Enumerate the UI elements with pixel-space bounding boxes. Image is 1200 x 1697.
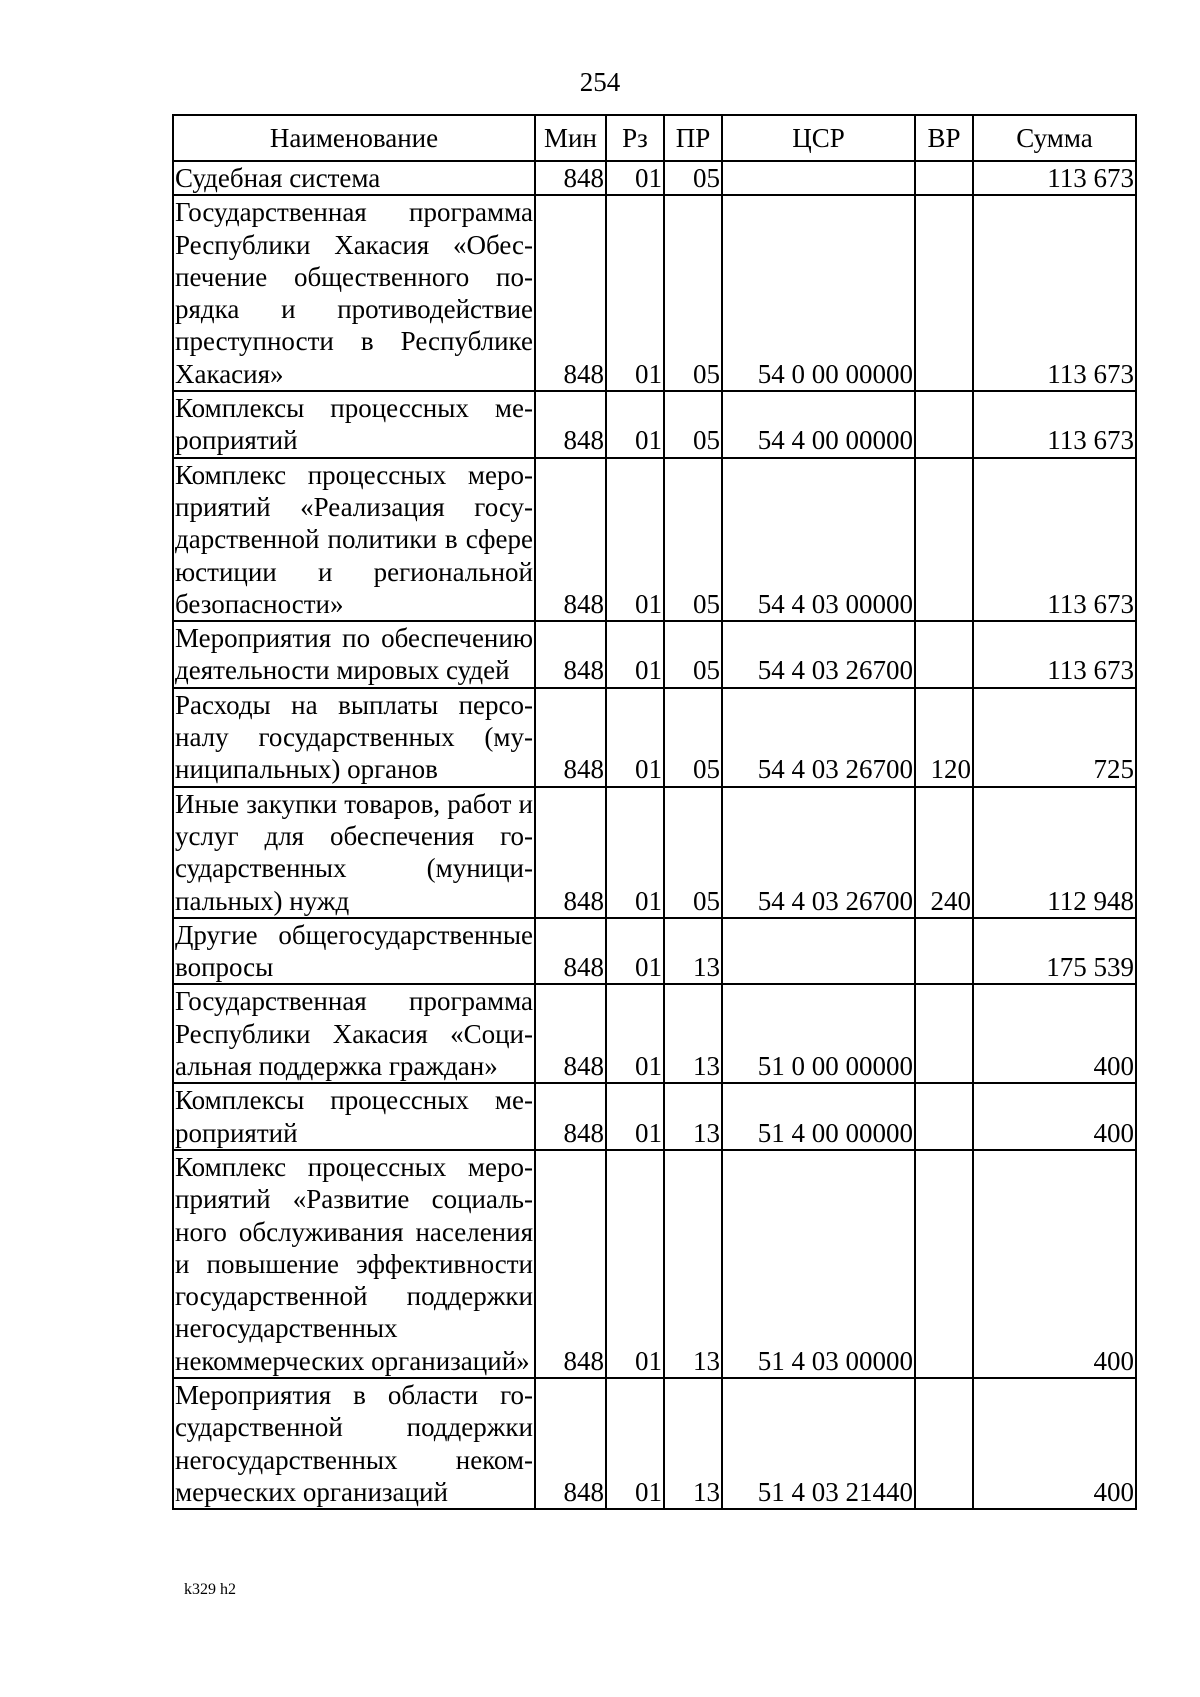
row-sum: 400: [973, 984, 1136, 1083]
table-header-row: [173, 115, 1136, 161]
row-csr: 54 4 03 00000: [722, 458, 915, 621]
row-pr: 05: [664, 458, 722, 621]
table-row: [173, 161, 1136, 195]
row-vr: [915, 1150, 973, 1378]
table-row: [173, 918, 1136, 985]
table-row: [173, 391, 1136, 458]
row-csr: 54 4 00 00000: [722, 391, 915, 458]
row-vr: 240: [915, 787, 973, 918]
row-csr: 54 4 03 26700: [722, 787, 915, 918]
table-row: [173, 621, 1136, 688]
row-pr: 05: [664, 391, 722, 458]
table-row: [173, 787, 1136, 918]
row-pr: 05: [664, 787, 722, 918]
row-sum: 725: [973, 688, 1136, 787]
row-vr: [915, 621, 973, 688]
row-rz: 01: [606, 918, 664, 985]
row-csr: 54 4 03 26700: [722, 688, 915, 787]
row-pr: 13: [664, 984, 722, 1083]
header-min: Мин: [535, 115, 606, 161]
row-pr: 13: [664, 918, 722, 985]
table-row: [173, 1150, 1136, 1378]
row-csr: 54 0 00 00000: [722, 195, 915, 391]
table-row: [173, 688, 1136, 787]
table-row: [173, 1083, 1136, 1150]
row-pr: 13: [664, 1378, 722, 1509]
row-vr: [915, 918, 973, 985]
row-csr: 51 4 03 21440: [722, 1378, 915, 1509]
row-rz: 01: [606, 688, 664, 787]
row-rz: 01: [606, 1378, 664, 1509]
row-min: 848: [535, 458, 606, 621]
row-min: 848: [535, 1150, 606, 1378]
row-rz: 01: [606, 458, 664, 621]
row-min: 848: [535, 918, 606, 985]
row-csr: 51 4 03 00000: [722, 1150, 915, 1378]
row-min: 848: [535, 1083, 606, 1150]
row-name: Мероприятия в области государственной поддержки негосударственных некоммерческих организаций: [173, 1378, 535, 1509]
row-csr: [722, 161, 915, 195]
row-pr: 05: [664, 161, 722, 195]
header-pr: ПР: [664, 115, 722, 161]
row-vr: [915, 458, 973, 621]
row-sum: 400: [973, 1378, 1136, 1509]
row-rz: 01: [606, 1150, 664, 1378]
row-pr: 13: [664, 1083, 722, 1150]
budget-table: [172, 114, 1137, 1510]
row-name: Мероприятия по обеспечению деятельности мировых судей: [173, 621, 535, 688]
row-name: Государственная программа Республики Хакасия «Обеспечение общественного порядка и противодействие преступности в Республике Хакасия»: [173, 195, 535, 391]
table-row: [173, 195, 1136, 391]
row-vr: [915, 1378, 973, 1509]
header-rz: Рз: [606, 115, 664, 161]
row-csr: 51 4 00 00000: [722, 1083, 915, 1150]
header-csr: ЦСР: [722, 115, 915, 161]
row-vr: [915, 391, 973, 458]
row-min: 848: [535, 1378, 606, 1509]
row-rz: 01: [606, 195, 664, 391]
row-name: Комплексы процессных мероприятий: [173, 391, 535, 458]
row-sum: 113 673: [973, 161, 1136, 195]
row-rz: 01: [606, 787, 664, 918]
row-sum: 113 673: [973, 391, 1136, 458]
row-csr: 54 4 03 26700: [722, 621, 915, 688]
row-vr: [915, 161, 973, 195]
row-name: Государственная программа Республики Хакасия «Социальная поддержка граждан»: [173, 984, 535, 1083]
row-min: 848: [535, 787, 606, 918]
row-name: Комплекс процессных мероприятий «Развитие социального обслуживания населения и повышение эффективности государственной поддержки негосударственных некоммерческих организаций»: [173, 1150, 535, 1378]
row-name: Комплексы процессных мероприятий: [173, 1083, 535, 1150]
row-rz: 01: [606, 161, 664, 195]
footer-code: k329 h2: [184, 1581, 236, 1598]
row-min: 848: [535, 621, 606, 688]
row-pr: 05: [664, 195, 722, 391]
row-rz: 01: [606, 391, 664, 458]
header-name: Наименование: [173, 115, 535, 161]
row-min: 848: [535, 391, 606, 458]
row-rz: 01: [606, 621, 664, 688]
row-name: Судебная система: [173, 161, 535, 195]
row-min: 848: [535, 195, 606, 391]
row-vr: [915, 195, 973, 391]
row-pr: 05: [664, 688, 722, 787]
row-rz: 01: [606, 1083, 664, 1150]
table-row: [173, 1378, 1136, 1509]
row-name: Расходы на выплаты персоналу государственных (муниципальных) органов: [173, 688, 535, 787]
header-vr: ВР: [915, 115, 973, 161]
header-sum: Сумма: [973, 115, 1136, 161]
row-sum: 112 948: [973, 787, 1136, 918]
row-name: Другие общегосударственные вопросы: [173, 918, 535, 985]
table-row: [173, 984, 1136, 1083]
row-name: Комплекс процессных мероприятий «Реализация государственной политики в сфере юстиции и региональной безопасности»: [173, 458, 535, 621]
table-row: [173, 458, 1136, 621]
row-sum: 113 673: [973, 458, 1136, 621]
page-number: 254: [579, 67, 621, 97]
row-min: 848: [535, 984, 606, 1083]
row-vr: [915, 1083, 973, 1150]
row-sum: 400: [973, 1150, 1136, 1378]
row-sum: 175 539: [973, 918, 1136, 985]
row-pr: 05: [664, 621, 722, 688]
row-pr: 13: [664, 1150, 722, 1378]
row-vr: 120: [915, 688, 973, 787]
row-rz: 01: [606, 984, 664, 1083]
row-vr: [915, 984, 973, 1083]
row-csr: 51 0 00 00000: [722, 984, 915, 1083]
row-min: 848: [535, 161, 606, 195]
row-name: Иные закупки товаров, работ и услуг для обеспечения государственных (муниципальных) нужд: [173, 787, 535, 918]
row-min: 848: [535, 688, 606, 787]
row-sum: 113 673: [973, 195, 1136, 391]
row-sum: 113 673: [973, 621, 1136, 688]
row-sum: 400: [973, 1083, 1136, 1150]
row-csr: [722, 918, 915, 985]
